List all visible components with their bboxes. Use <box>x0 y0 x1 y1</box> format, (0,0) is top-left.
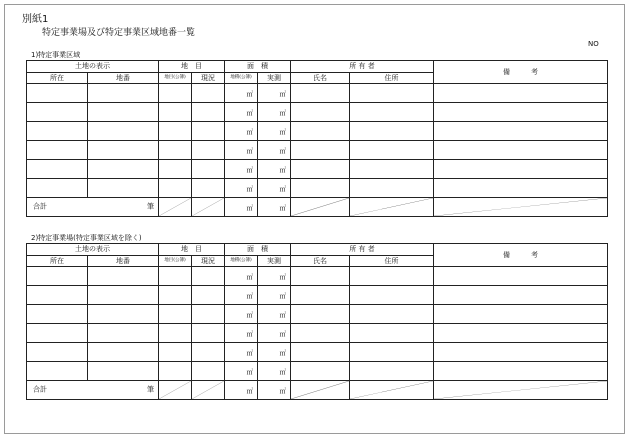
document-title: 特定事業場及び特定事業区域地番一覧 <box>42 28 196 38</box>
total-row <box>27 198 608 217</box>
header-name: 氏名 <box>291 256 350 267</box>
total-label: 合計 <box>33 385 47 394</box>
cell-chiban[interactable] <box>88 267 159 286</box>
cell-chimoku-registry[interactable] <box>159 343 192 362</box>
cell-address[interactable] <box>350 103 434 122</box>
attachment-label: 別紙1 <box>22 14 49 25</box>
header-measured: 実測 <box>258 256 291 267</box>
cell-remarks[interactable] <box>434 84 608 103</box>
header-menseki: 面 積 <box>225 61 291 73</box>
cell-remarks[interactable] <box>434 305 608 324</box>
total-label-cell <box>27 381 159 400</box>
cell-measured[interactable]: ㎡ <box>258 122 291 141</box>
total-remarks-slash <box>434 381 608 400</box>
header-land-display: 土地の表示 <box>27 244 159 256</box>
cell-address[interactable] <box>350 122 434 141</box>
cell-chimoku-registry[interactable] <box>159 305 192 324</box>
header-chimoku-registry: 地目(公簿) <box>159 256 192 267</box>
cell-name[interactable] <box>291 122 350 141</box>
table-row <box>27 324 608 343</box>
cell-address[interactable] <box>350 286 434 305</box>
count-unit-label: 筆 <box>147 385 154 394</box>
cell-measured[interactable]: ㎡ <box>258 305 291 324</box>
cell-current[interactable] <box>192 305 225 324</box>
cell-address[interactable] <box>350 324 434 343</box>
header-remarks: 備 考 <box>434 244 608 267</box>
header-remarks: 備 考 <box>434 61 608 84</box>
cell-shozai[interactable] <box>27 286 88 305</box>
cell-measured[interactable]: ㎡ <box>258 84 291 103</box>
cell-name[interactable] <box>291 362 350 381</box>
cell-current[interactable] <box>192 160 225 179</box>
cell-shozai[interactable] <box>27 362 88 381</box>
cell-name[interactable] <box>291 160 350 179</box>
cell-area-registry[interactable]: ㎡ <box>225 122 258 141</box>
cell-name[interactable] <box>291 305 350 324</box>
header-shozai: 所在 <box>27 256 88 267</box>
header-owner: 所 有 者 <box>291 61 434 73</box>
cell-remarks[interactable] <box>434 362 608 381</box>
cell-remarks[interactable] <box>434 324 608 343</box>
cell-remarks[interactable] <box>434 286 608 305</box>
total-current-slash <box>192 381 225 400</box>
header-chiban: 地番 <box>88 73 159 84</box>
cell-measured[interactable]: ㎡ <box>258 267 291 286</box>
total-current-slash <box>192 198 225 217</box>
table-row <box>27 84 608 103</box>
cell-current[interactable] <box>192 362 225 381</box>
cell-chimoku-registry[interactable] <box>159 267 192 286</box>
cell-name[interactable] <box>291 286 350 305</box>
cell-measured[interactable]: ㎡ <box>258 160 291 179</box>
cell-shozai[interactable] <box>27 267 88 286</box>
header-address: 住所 <box>350 256 434 267</box>
total-name-slash <box>291 381 350 400</box>
table-row <box>27 160 608 179</box>
cell-remarks[interactable] <box>434 141 608 160</box>
cell-shozai[interactable] <box>27 103 88 122</box>
cell-chiban[interactable] <box>88 362 159 381</box>
cell-current[interactable] <box>192 141 225 160</box>
cell-chimoku-registry[interactable] <box>159 160 192 179</box>
cell-remarks[interactable] <box>434 160 608 179</box>
cell-current[interactable] <box>192 84 225 103</box>
table-row <box>27 305 608 324</box>
header-chiban: 地番 <box>88 256 159 267</box>
cell-current[interactable] <box>192 179 225 198</box>
lot-table-section-1 <box>26 60 608 217</box>
cell-measured[interactable]: ㎡ <box>258 286 291 305</box>
cell-remarks[interactable] <box>434 122 608 141</box>
cell-chiban[interactable] <box>88 122 159 141</box>
cell-remarks[interactable] <box>434 267 608 286</box>
total-area-registry[interactable]: ㎡ <box>225 381 258 400</box>
table-row <box>27 179 608 198</box>
total-chimoku-registry-slash <box>159 198 192 217</box>
cell-measured[interactable]: ㎡ <box>258 324 291 343</box>
total-address-slash <box>350 381 434 400</box>
cell-area-registry[interactable]: ㎡ <box>225 362 258 381</box>
table-row <box>27 103 608 122</box>
cell-shozai[interactable] <box>27 84 88 103</box>
header-current: 現況 <box>192 73 225 84</box>
cell-address[interactable] <box>350 179 434 198</box>
count-unit-label: 筆 <box>147 202 154 211</box>
cell-shozai[interactable] <box>27 141 88 160</box>
header-chimoku: 地 目 <box>159 244 225 256</box>
cell-name[interactable] <box>291 267 350 286</box>
cell-area-registry[interactable]: ㎡ <box>225 324 258 343</box>
total-remarks-slash <box>434 198 608 217</box>
cell-name[interactable] <box>291 141 350 160</box>
header-owner: 所 有 者 <box>291 244 434 256</box>
cell-name[interactable] <box>291 103 350 122</box>
total-chimoku-registry-slash <box>159 381 192 400</box>
table-row <box>27 362 608 381</box>
cell-area-registry[interactable]: ㎡ <box>225 141 258 160</box>
cell-address[interactable] <box>350 141 434 160</box>
cell-shozai[interactable] <box>27 122 88 141</box>
lot-table-section-2 <box>26 243 608 400</box>
header-menseki: 面 積 <box>225 244 291 256</box>
cell-name[interactable] <box>291 324 350 343</box>
cell-shozai[interactable] <box>27 179 88 198</box>
cell-area-registry[interactable]: ㎡ <box>225 305 258 324</box>
cell-name[interactable] <box>291 84 350 103</box>
cell-area-registry[interactable]: ㎡ <box>225 103 258 122</box>
cell-chimoku-registry[interactable] <box>159 286 192 305</box>
cell-chimoku-registry[interactable] <box>159 141 192 160</box>
cell-name[interactable] <box>291 343 350 362</box>
cell-chiban[interactable] <box>88 179 159 198</box>
cell-current[interactable] <box>192 286 225 305</box>
cell-address[interactable] <box>350 343 434 362</box>
cell-area-registry[interactable]: ㎡ <box>225 286 258 305</box>
cell-chimoku-registry[interactable] <box>159 324 192 343</box>
cell-name[interactable] <box>291 179 350 198</box>
cell-shozai[interactable] <box>27 160 88 179</box>
table-row <box>27 343 608 362</box>
total-measured[interactable]: ㎡ <box>258 198 291 217</box>
header-shozai: 所在 <box>27 73 88 84</box>
header-current: 現況 <box>192 256 225 267</box>
header-chimoku: 地 目 <box>159 61 225 73</box>
cell-area-registry[interactable]: ㎡ <box>225 267 258 286</box>
header-name: 氏名 <box>291 73 350 84</box>
total-label: 合計 <box>33 202 47 211</box>
cell-current[interactable] <box>192 122 225 141</box>
cell-shozai[interactable] <box>27 305 88 324</box>
cell-chiban[interactable] <box>88 324 159 343</box>
cell-remarks[interactable] <box>434 343 608 362</box>
header-land-display: 土地の表示 <box>27 61 159 73</box>
header-address: 住所 <box>350 73 434 84</box>
header-area-registry: 地積(公簿) <box>225 256 258 267</box>
cell-chiban[interactable] <box>88 103 159 122</box>
header-measured: 実測 <box>258 73 291 84</box>
cell-address[interactable] <box>350 84 434 103</box>
header-chimoku-registry: 地目(公簿) <box>159 73 192 84</box>
table-row <box>27 141 608 160</box>
cell-address[interactable] <box>350 267 434 286</box>
cell-address[interactable] <box>350 305 434 324</box>
total-address-slash <box>350 198 434 217</box>
cell-current[interactable] <box>192 267 225 286</box>
cell-area-registry[interactable]: ㎡ <box>225 343 258 362</box>
cell-chiban[interactable] <box>88 286 159 305</box>
cell-area-registry[interactable]: ㎡ <box>225 179 258 198</box>
total-label-cell <box>27 198 159 217</box>
cell-area-registry[interactable]: ㎡ <box>225 84 258 103</box>
cell-chimoku-registry[interactable] <box>159 103 192 122</box>
cell-current[interactable] <box>192 324 225 343</box>
total-row <box>27 381 608 400</box>
cell-address[interactable] <box>350 362 434 381</box>
cell-chiban[interactable] <box>88 343 159 362</box>
cell-current[interactable] <box>192 343 225 362</box>
cell-chimoku-registry[interactable] <box>159 122 192 141</box>
cell-area-registry[interactable]: ㎡ <box>225 160 258 179</box>
cell-measured[interactable]: ㎡ <box>258 179 291 198</box>
cell-current[interactable] <box>192 103 225 122</box>
table-row <box>27 286 608 305</box>
cell-chimoku-registry[interactable] <box>159 84 192 103</box>
cell-shozai[interactable] <box>27 343 88 362</box>
cell-measured[interactable]: ㎡ <box>258 343 291 362</box>
cell-measured[interactable]: ㎡ <box>258 103 291 122</box>
cell-chiban[interactable] <box>88 305 159 324</box>
cell-measured[interactable]: ㎡ <box>258 141 291 160</box>
table-row <box>27 122 608 141</box>
cell-remarks[interactable] <box>434 179 608 198</box>
table-row <box>27 267 608 286</box>
cell-chimoku-registry[interactable] <box>159 179 192 198</box>
cell-chiban[interactable] <box>88 84 159 103</box>
total-name-slash <box>291 198 350 217</box>
cell-chimoku-registry[interactable] <box>159 362 192 381</box>
cell-measured[interactable]: ㎡ <box>258 362 291 381</box>
number-label: NO <box>588 40 599 48</box>
cell-remarks[interactable] <box>434 103 608 122</box>
section-2-title: 2)特定事業場(特定事業区域を除く) <box>31 234 142 242</box>
total-area-registry[interactable]: ㎡ <box>225 198 258 217</box>
section-1-title: 1)特定事業区域 <box>31 51 81 59</box>
total-measured[interactable]: ㎡ <box>258 381 291 400</box>
cell-chiban[interactable] <box>88 141 159 160</box>
cell-chiban[interactable] <box>88 160 159 179</box>
cell-address[interactable] <box>350 160 434 179</box>
cell-shozai[interactable] <box>27 324 88 343</box>
header-area-registry: 地積(公簿) <box>225 73 258 84</box>
